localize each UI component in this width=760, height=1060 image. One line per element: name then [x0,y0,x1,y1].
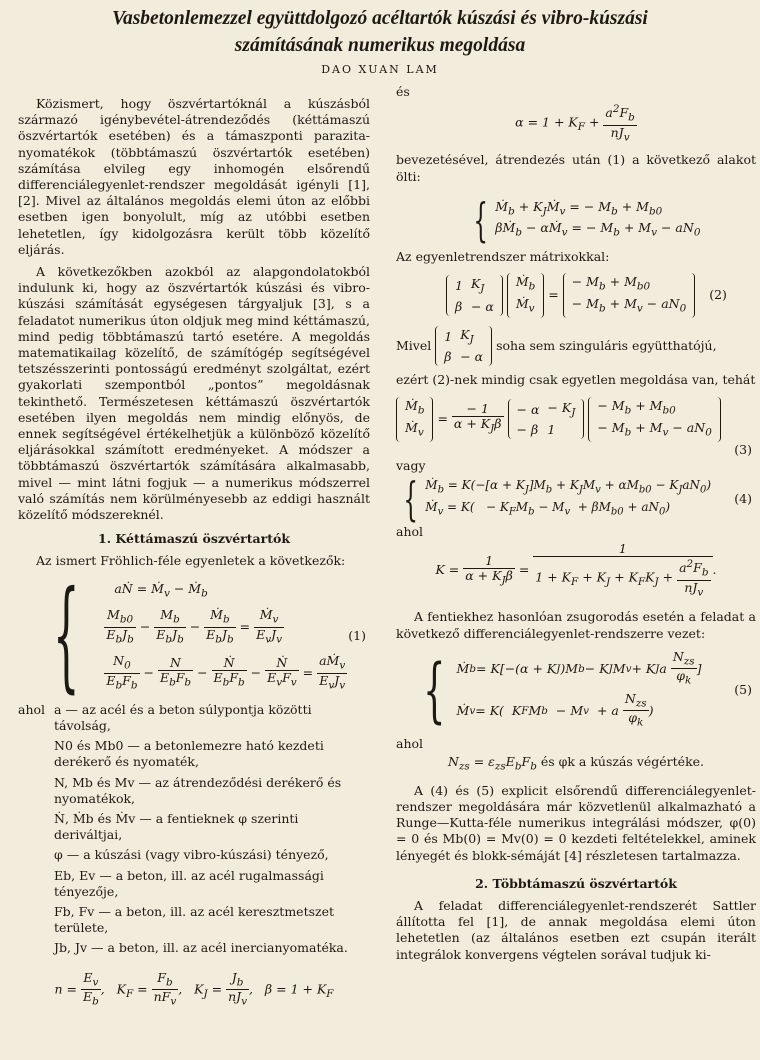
definition-item: Jb, Jv — a beton, ill. az acél inercianyomatéka. [54,940,348,956]
definitions: ahol a — az acél és a beton súlypontja közötti távolság, N0 és Mb0 — a betonlemezre ható kezdeti derékerő és nyomaték, N, Mb és Mv — az átrendeződési derékerő és nyomatékok, Ṅ, Ṁb és Ṁv — a fentieknek φ szerinti deriváltjai, φ — a kúszási (vagy vibro-kúszási) tényező, Eb, Ev — a beton, ill. az acél rugalmassági tényezője, Fb, Fv — a beton, ill. az acél keresztmetszet területe, Jb, Jv — a beton, ill. az acél inercianyomatéka. [18,702,370,957]
equation-1: { aṄ = Ṁ$_v$ − Ṁ$_b$ $\frac{M_{b0}}{E_bJ_b}$ − $\frac{M_b}{E_bJ_b}$ − $\frac{Ṁ_b}{E_bJ_b}$ = $\frac{Ṁ_v}{E_vJ_v}$ $\frac{N_0}{E_bF_b}$ − $\frac{N}{E_bF_b}$ − $\frac{\text{Ṅ}}{E_bF_b}$ − $\frac{\text{Ṅ}}{E_vF_v}$ = $\frac{aṀ_v}{E_vJ_v}$ (1) [28,576,370,696]
section-heading-1: 1. Kéttámaszú öszvértartók [98,531,290,547]
paragraph-frohlich: Az ismert Fröhlich-féle egyenletek a következők: [36,553,346,569]
paragraph-intro: Közismert, hogy öszvértartóknál a kúszásból származó igénybevétel-átrendeződés (kéttámaszú öszvértartók esetében) és a támaszponti parazita-nyomatékok (többtámaszú öszvértartók esetében) számítása elvileg egy inhomogén elsőrendű differenciálegyenlet-rendszer megoldását igényli [1], [2]. Mivel az általános megoldás elemi úton az előbbi esetben igen bonyolult, míg az utóbbi esetben lehetetlen, így kidolgozásra került több közelítő eljárás. [18,96,370,257]
article-title-line1: Vasbetonlemezzel együttdolgozó acéltartók kúszási és vibro-kúszási [112,8,648,29]
paragraph-runge-kutta: A (4) és (5) explicit elsőrendű differenciálegyenlet-rendszer megoldására már közvetlenül alkalmazható a Runge—Kutta-féle numerikus integrálási módszer, φ(0) = 0 és Mb(0) = Mv(0) = 0 kezdeti feltételekkel, aminek lényegét és blokk-sémáját [4] részletesen tartalmazza. [396,782,756,863]
definition-item: φ — a kúszási (vagy vibro-kúszási) tényező, [54,847,329,863]
paragraph-bevezetes: bevezetésével, átrendezés után (1) a következő alakot ölti: [396,152,756,184]
text-vagy: vagy [396,457,426,473]
definition-item: N, Mb és Mv — az átrendeződési derékerő és nyomatékok, [54,774,342,806]
paragraph-ezert: ezért (2)-nek mindig csak egyetlen megoldása van, tehát [396,372,756,388]
equation-alpha: $\alpha = 1 + K_F$ + $\frac{a^2F_b}{nJ_v}$ [515,103,635,144]
definition-item: Fb, Fv — a beton, ill. az acél keresztmetszet területe, [54,903,335,936]
left-column [18,84,370,1015]
paragraph-zsugorodas: A fentiekhez hasonlóan zsugorodás esetén a feladat a következő differenciálegyenlet-rendszerre vezet: [396,609,756,641]
section-heading-2: 2. Többtámaszú öszvértartók [475,875,677,891]
definition-item: N0 és Mb0 — a betonlemezre ható kezdeti derékerő és nyomaték, [54,738,324,770]
paragraph-matrix: Az egyenletrendszer mátrixokkal: [396,248,610,264]
equation-params: n = $\frac{E_v}{E_b}$ , $K_F$ = $\frac{F_b}{nF_v}$ , $K_J$ = $\frac{J_b}{nJ_v}$ , $\beta = 1 + K_F$ [54,969,334,1008]
equation-3: Ṁ$_b$ Ṁ$_v$ = $\frac{- 1}{\alpha + K_J\beta}$ − α − $K_J$ − β 1 − $M_b + M_{b0}$ − $M_b + M_v - aN_0$ [396,397,756,442]
equation-5: { Ṁ b = K[−(α + K J )M b − K J M v + K J a $\frac{N_{zs}}{\varphi_k}$ ] Ṁ v = K( K F M b − M v + a $\frac{N_{zs}}{\varphi_k}$ ) (5) [412,650,756,730]
equation-2-number: (2) [709,287,727,303]
paragraph-mivel: Mivel 1 $K_J$ β − α soha sem szinguláris együtthatójú, [396,326,717,365]
equation-4-number: (4) [734,490,752,506]
text-es: és [396,84,410,99]
text-ahol-2: ahol [396,735,424,751]
equation-4: { Ṁ$_b$ = $K(-[\alpha + K_J]M_b + K_JM_v + \alpha M_{b0} - K_JaN_0)$ Ṁ$_v$ = $K( - K_FM_b - M_v + \beta M_{b0} + aN_0)$ (4) [396,476,756,522]
right-column [396,84,756,963]
paragraph-sattler: A feladat differenciálegyenlet-rendszerét Sattler állította fel [1], de annak megoldása elemi úton lehetetlen (az általános esetben ezt csupán iterált integrálok konvergens végtelen sorával tudjuk ki- [396,897,756,962]
definition-item: Ṅ, Ṁb és Ṁv — a fentieknek φ szerinti deriváltjai, [54,810,299,843]
definition-item: a — az acél és a beton súlypontja közötti távolság, [54,701,312,733]
paragraph-approach: A következőkben azokból az alapgondolatokból indulunk ki, hogy az öszvértartók kúszási és vibro-kúszási számítását egységesen tárgyaljuk [3], s a feladatot numerikus úton oldjuk meg mind kéttámaszú, mind pedig többtámaszú tartó esetére. A megoldás matematikailag közelítő, de számítógép segítségével tetszésszerinti pontosságú eredményt szolgáltat, ezért gyakorlati szempontból „pontos” megoldásnak tekinthető. Természetesen kéttámaszú öszvértartók esetében ilyen megoldás nem mindig előnyös, de ennek segítségével értékelhetjük a különböző közelítő eljárásokkal számított eredményeket. A módszer a többtámaszú öszvértartók számítására alkalmasabb, mivel — mint látni fogjuk — a numerikus módszerrel való számítás nem körülményesebb az eddigi használt közelítő módszereknél. [18,264,370,523]
equation-nzs: $N_{zs} = \varepsilon_{zs}E_bF_b$ és φk a kúszás végértéke. [447,754,705,773]
equation-K: K = $\frac{1}{\alpha + K_J\beta}$ = 1 $1 + K_F + K_J + K_FK_J$ + $\frac{a^2F_b}{nJ_v}$ . [435,541,717,599]
equation-2: 1 $K_J$ β − α Ṁ$_b$ Ṁ$_v$ = − $M_b + M_{b0}$ − $M_b + M_v - aN_0$ (2) [446,273,756,318]
equation-system-alpha: { Ṁ$_b$ + $K_JṀ_v$ = − $M_b + M_{b0}$ βṀ$_b$ − αṀ$_v$ = − $M_b + M_v - aN_0$ [473,192,701,247]
article-title-line2: számításának numerikus megoldása [234,35,526,56]
definition-item: Eb, Ev — a beton, ill. az acél rugalmassági tényezője, [54,867,324,899]
equation-3-number: (3) [734,441,752,457]
author-name: DAO XUAN LAM [321,63,439,76]
equation-1-number: (1) [348,627,366,643]
text-ahol: ahol [396,524,424,540]
equation-5-number: (5) [734,681,752,697]
